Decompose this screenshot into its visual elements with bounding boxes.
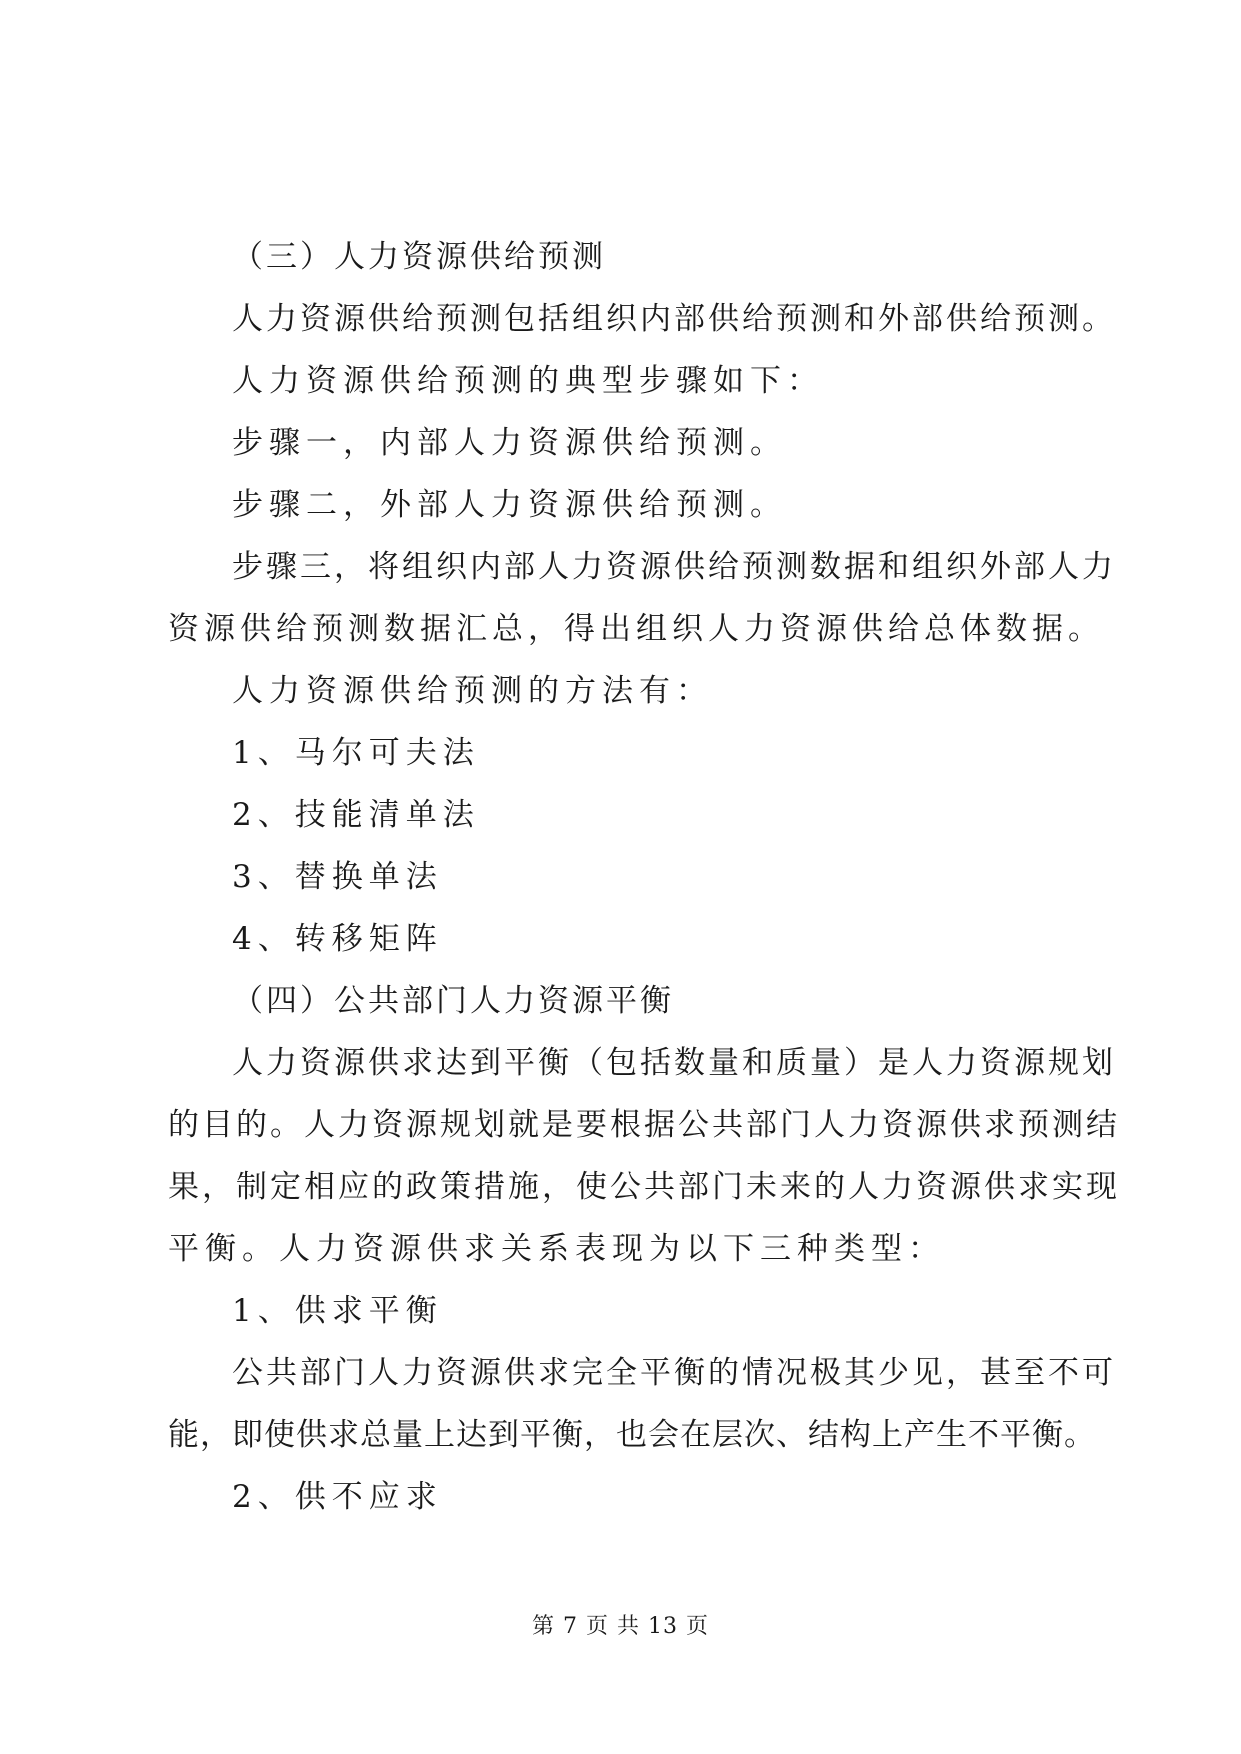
paragraph-line: 的目的。人力资源规划就是要根据公共部门人力资源供求预测结 [168, 1107, 1120, 1143]
list-item: 1、供求平衡 [232, 1293, 443, 1329]
section-heading-4: （四）公共部门人力资源平衡 [232, 983, 674, 1019]
page-footer: 第 7 页 共 13 页 [532, 1614, 709, 1639]
section-heading-3: （三）人力资源供给预测 [232, 239, 606, 275]
paragraph-line: 人力资源供给预测包括组织内部供给预测和外部供给预测。 [232, 301, 1116, 337]
paragraph-line: 平衡。人力资源供求关系表现为以下三种类型： [168, 1231, 945, 1267]
list-item: 1、马尔可夫法 [232, 735, 480, 771]
paragraph-line: 果，制定相应的政策措施，使公共部门未来的人力资源供求实现 [168, 1169, 1120, 1205]
paragraph-line: 人力资源供求达到平衡（包括数量和质量）是人力资源规划 [232, 1045, 1116, 1081]
paragraph-line: 步骤一，内部人力资源供给预测。 [232, 425, 787, 461]
paragraph-line: 步骤二，外部人力资源供给预测。 [232, 487, 787, 523]
paragraph-line: 能，即使供求总量上达到平衡，也会在层次、结构上产生不平衡。 [168, 1417, 1096, 1453]
list-item: 2、供不应求 [232, 1479, 443, 1515]
paragraph-line: 公共部门人力资源供求完全平衡的情况极其少见，甚至不可 [232, 1355, 1116, 1391]
list-item: 2、技能清单法 [232, 797, 480, 833]
list-item: 4、转移矩阵 [232, 921, 443, 957]
paragraph-line: 资源供给预测数据汇总，得出组织人力资源供给总体数据。 [168, 611, 1104, 647]
paragraph-line: 步骤三，将组织内部人力资源供给预测数据和组织外部人力 [232, 549, 1116, 585]
paragraph-line: 人力资源供给预测的典型步骤如下： [232, 363, 824, 399]
list-item: 3、替换单法 [232, 859, 443, 895]
paragraph-line: 人力资源供给预测的方法有： [232, 673, 713, 709]
